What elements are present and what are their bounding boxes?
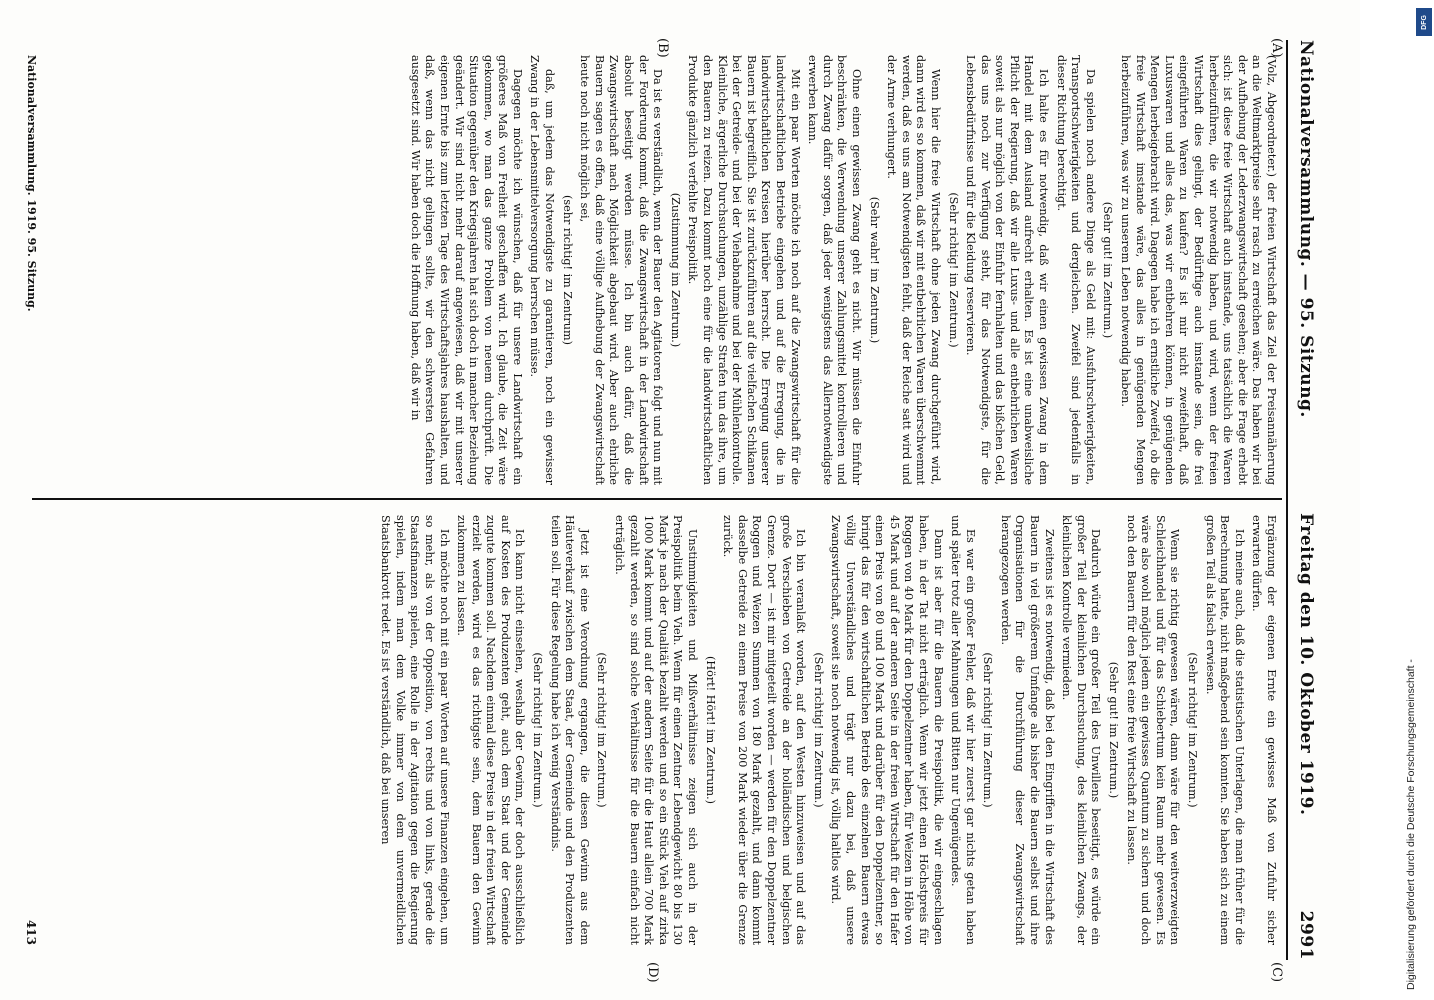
header-rule (1286, 40, 1288, 960)
margin-marker-a: (A) (1269, 38, 1284, 58)
column-divider (32, 498, 1282, 500)
paragraph: (Sehr gut! im Zentrum.) (1101, 201, 1115, 339)
right-column (38, 515, 1278, 945)
paragraph: (Sehr richtig! im Zentrum.) (531, 652, 545, 808)
sheet-number: 413 (24, 919, 38, 945)
margin-marker-b: (B) (655, 38, 670, 58)
paragraph: (Sehr wahr! im Zentrum.) (867, 196, 881, 344)
paragraph: Ich halte es für notwendig, daß wir einen gewissen Zwang in dem Handel mit dem Ausland aufrecht erhalten. Es ist eine unabweisliche Pflicht der Regierung, daß wir alle Luxus- und alle entbehrlichen Waren soweit als nur möglich von der Einfuhr fernhalten und das bißchen Geld, das uns noch zur Verfügung steht, für das Notwendigste, für die Lebensbedürfnisse und für die Kleidung reservieren. (964, 55, 1051, 485)
paragraph: (Sehr richtig! im Zentrum.) (811, 652, 825, 808)
paragraph: Es war ein großer Fehler, daß wir hier zuerst gar nichts getan haben und später trotz aller Mahnungen und Bitten nur Ungenügendes. (949, 515, 977, 945)
paragraph: Wenn hier die freie Wirtschaft ohne jeden Zwang durchgeführt wird, dann wird es so kommen, daß wir mit entbehrlichen Waren überschwemmt werden, daß es uns am Notwendigsten fehlt, daß der Reiche satt wird und der Arme verhungert. (885, 55, 942, 485)
paragraph: Ich kann nicht einsehen, weshalb der Gewinn, der doch ausschließlich auf Kosten des Produzenten geht, auch dem Staat und der Gemeinde zugute kommen soll. Nachdem einmal diese Preise in der freien Wirtschaft erzielt werden, wird es das richtigste sein, dem Bauern den Gewinn zukommen zu lassen. (455, 515, 527, 945)
dfg-logo (1416, 8, 1432, 36)
margin-marker-d: (D) (645, 962, 660, 983)
digitization-note (1405, 10, 1427, 990)
paragraph: Mit ein paar Worten möchte ich noch auf die Zwangswirtschaft für die landwirtschaftlichen Betriebe eingehen und auf die Erregung, die in landwirtschaftlichen Kreisen hierüber herrscht. Die Erregung unserer Bauern ist begreiflich. Sie ist zurückzuführen auf die vielfachen Schikanen bei der Getreide- und bei der Viehabnahme und bei der Mühlenkontrolle. Kleinliche, ärgerliche Durchsuchungen, unzählige Strafen tun das ihre, um den Bauern zu reizen. Dazu kommt noch eine für die landwirtschaftlichen Produkte gänzlich verfehlte Preispolitik. (686, 55, 802, 485)
paragraph: (Sehr richtig! im Zentrum.) (1186, 652, 1200, 808)
paragraph: Da ist es verständlich, wenn der Bauer den Agitatoren folgt und nun mit der Forderung kommt, daß die Zwangswirtschaft in der Landwirtschaft absolut beseitigt werden müsse. Ich bin auch dafür, daß die Zwangswirtschaft nach Möglichkeit abgebaut wird. Aber auch ehrliche Bauern sagen es offen, daß eine völlige Aufhebung der Zwangswirtschaft heute noch nicht möglich sei, (578, 55, 665, 485)
paragraph: Ich meine auch, daß die statistischen Unterlagen, die man früher für die Berechnung hatte, nicht maßgebend sein konnten. Sie haben sich zu einem großen Teil als falsch erwiesen. (1203, 515, 1246, 945)
header-left: Nationalversammlung. — 95. Sitzung. (1296, 40, 1316, 418)
paragraph: Zweitens ist es notwendig, daß bei den Eingriffen in die Wirtschaft des Bauern in viel größerem Umfange als bisher die Bauern selbst und ihre Organisationen für die Durchführung dieser Zwangswirtschaft herangezogen werden. (998, 515, 1056, 945)
paragraph: Dagegen möchte ich wünschen, daß für unsere Landwirtschaft ein größeres Maß von Freiheit geschaffen wird. Ich glaube, die Zeit wäre gekommen, wo man das ganze Problem von neuem durchprüft. Die Situation gegenüber den Kriegsjahren hat sich doch in mancher Beziehung geändert. Wir sind nicht mehr darauf angewiesen, daß wir mit unserer eigenen Ernte bis zum letzten Tage des Wirtschaftsjahres haushalten, und daß, wenn das nicht gelingen sollte, wir den schwersten Gefahren ausgesetzt sind. Wir haben doch die Hoffnung haben, daß wir in (408, 55, 524, 485)
paragraph: Ich bin veranlaßt worden, auf den Westen hinzuweisen und auf das große Verschieben von Getreide an der holländischen und belgischen Grenze. Dort — ist mir mitgeteilt worden — werden für den Doppelzentner Roggen und Weizen Summen von 180 Mark gezahlt, und dann kommt dasselbe Getreide zu einem Preise von 200 Mark wieder über die Grenze zurück. (721, 515, 808, 945)
paragraph: (Hört! Hört! im Zentrum.) (703, 655, 717, 805)
left-column (38, 55, 1278, 485)
paragraph: (Zustimmung im Zentrum.) (668, 192, 682, 348)
paragraph: Jetzt ist eine Verordnung ergangen, die diesen Gewinn aus dem Häuteverkauf zwischen dem Staat, der Gemeinde und den Produzenten teilen soll. Für diese Regelung habe ich wenig Verständnis. (548, 515, 591, 945)
paragraph: (Sehr richtig! im Zentrum.) (595, 652, 609, 808)
paragraph: (Sehr richtig! im Zentrum.) (981, 652, 995, 808)
page-footer: Nationalversammlung. 1919. 95. Sitzung. (25, 55, 38, 312)
paragraph: (sehr richtig! im Zentrum) (560, 195, 574, 345)
header-date: Freitag den 10. Oktober 1919. (1296, 513, 1316, 816)
paragraph: Ergänzung der eigenen Ernte ein gewisses Maß von Zufuhr sicher erwarten dürfen. (1250, 515, 1278, 945)
paragraph: Ich möchte noch mit ein paar Worten auf unsere Finanzen eingehen, um so mehr, als von der Opposition, von rechts und von links, gerade die Staatsfinanzen spielen, eine Rolle in der Agitation gegen die Regierung spielen, indem man dem Volke immer von dem unvermeidlichen Staatsbankrott redet. Es ist verständlich, daß bei unseren (379, 515, 451, 945)
paragraph: daß, um jedem das Notwendigste zu garantieren, noch ein gewisser Zwang in der Lebensmittelversorgung herrschen müsse. (528, 55, 557, 485)
paragraph: (Sehr gut! im Zentrum.) (1107, 661, 1121, 799)
paragraph: Wenn sie richtig gewesen wären, dann wäre für den weitverzweigten Schleichhandel und für das Schiebertum kein Raum mehr gewesen. Es wäre also wohl möglich jedem ein gewisses Quantum zu sichern und doch noch den Bauern für den Rest eine freie Wirtschaft zu lassen. (1124, 515, 1182, 945)
page-number: 2991 (1296, 910, 1316, 960)
paragraph: Dann ist aber für die Bauern die Preispolitik, die wir eingeschlagen haben, in der Tat nicht erträglich. Wenn wir jetzt einen Höchstpreis für Roggen von 40 Mark für den Doppelzentner haben, für Weizen in Höhe von 45 Mark und auf der anderen Seite in der freien Wirtschaft für den Hafer einen Preis von 80 und 100 Mark und darüber für den Doppelzentner, so bringt das für den wirtschaftlichen Betrieb des einzelnen Bauern etwas völlig Unverständliches und trägt nur dazu bei, daß unsere Zwangswirtschaft, soweit sie noch notwendig ist, völlig haltlos wird. (829, 515, 945, 945)
paragraph: (Volz, Abgeordneter.) der freien Wirtschaft das Ziel der Preisannäherung an die Weltmarktpreise sehr rasch zu erreichen wäre. Das haben wir bei der Aufhebung der Lederzwangswirtschaft gesehen; aber die Frage erhebt sich: ist diese freie Wirtschaft auch imstande, uns tatsächlich die Waren herbeizuführen, die wir notwendig haben, und wird, wenn der freien Wirtschaft dies gelingt, der Bedürftige auch imstande sein, die frei eingeführten Waren zu kaufen? Es ist mir nicht zweifelhaft, daß Luxuswaren und alles das, was wir entbehren können, in genügenden Mengen herbeigebracht wird. Dagegen habe ich ernstliche Zweifel, ob die freie Wirtschaft imstande wäre, das alles in genügenden Mengen herbeizuführen, was wir zu unserem Leben notwendig haben. (1119, 55, 1278, 485)
page-header (1292, 40, 1320, 960)
paragraph: Unstimmigkeiten und Mißverhältnisse zeigen sich auch in der Preispolitik beim Vieh. Wenn für einen Zentner Lebendgewicht 80 bis 130 Mark je nach der Qualität bezahlt werden und so ein Stück Vieh auf zirka 1000 Mark kommt und auf der andern Seite für die Haut allein 700 Mark gezahlt werden, so sind solche Verhältnisse für die Bauern einfach nicht erträglich. (613, 515, 700, 945)
paragraph: (Sehr richtig! im Zentrum.) (946, 192, 960, 348)
dfg-logo-text: DFG (1420, 14, 1428, 30)
margin-marker-c: (C) (1269, 962, 1284, 983)
paragraph: Da spielen noch andere Dinge als Geld mit: Ausfuhrschwierigkeiten, Transportschwierigkeiten und dergleichen. Zweifel sind jedenfalls in dieser Richtung berechtigt. (1054, 55, 1097, 485)
paragraph: Dadurch würde ein großer Teil des Unwillens beseitigt, es würde ein großer Teil der kleinlichen Durchsuchung, des kleinlichen Zwangs, der kleinlichen Kontrolle vermieden. (1060, 515, 1103, 945)
digitization-note-text: Digitalisierung gefördert durch die Deutsche Forschungsgemeinschaft - (1405, 659, 1417, 990)
paragraph: Ohne einen gewissen Zwang geht es nicht. Wir müssen die Einfuhr beschränken, die Verwendung unserer Zahlungsmittel kontrollieren und durch Zwang dafür sorgen, daß jeder wenigstens das Allernotwendigste erwerben kann. (806, 55, 863, 485)
